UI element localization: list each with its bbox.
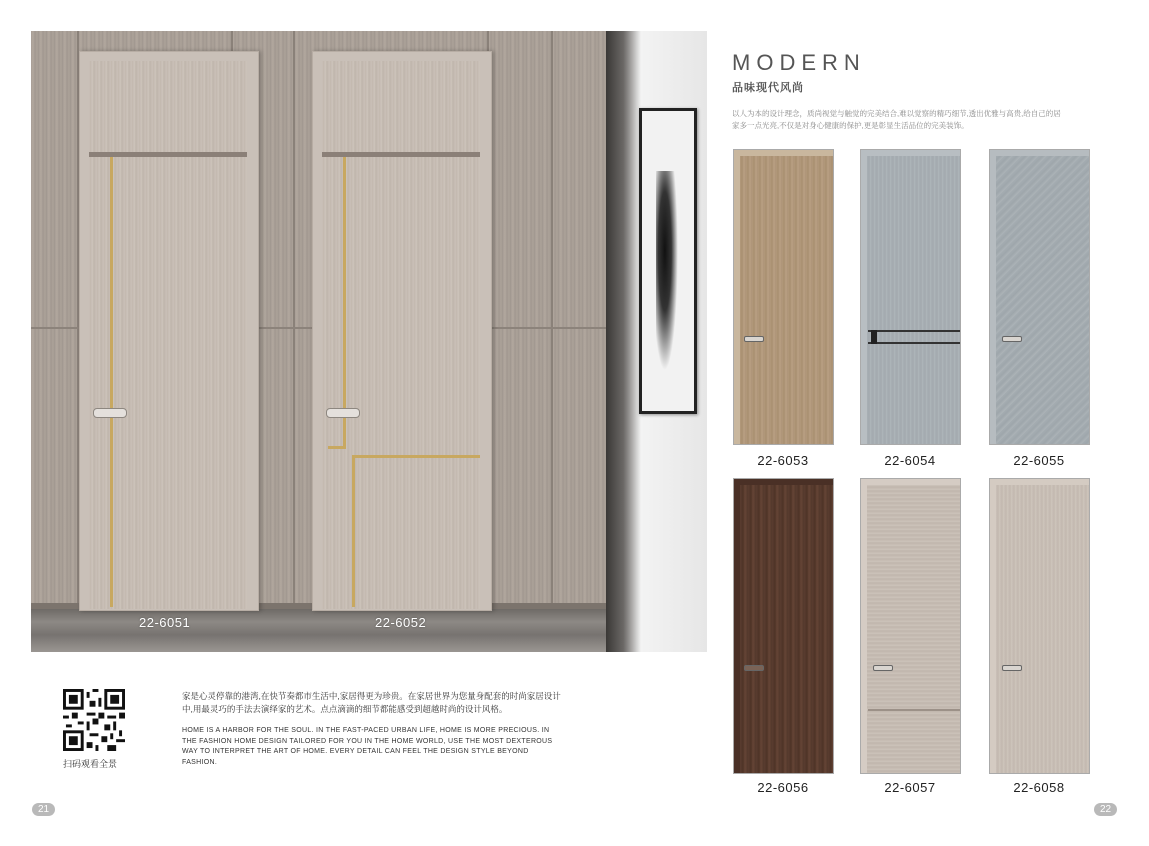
door-22-6058 [989,478,1090,774]
page-number-right: 22 [1094,803,1117,816]
door-code-label: 22-6054 [884,453,936,468]
door-22-6055 [989,149,1090,445]
page-number-left: 21 [32,803,55,816]
door-code-label: 22-6052 [375,615,427,630]
door-code-label: 22-6056 [757,780,809,795]
hero-interior-photo [31,31,707,652]
door-22-6056 [733,478,834,774]
intro-paragraph: 以人为本的设计理念，质尚视觉与触觉的完美结合,难以觉察的精巧细节,透出优雅与高贵,给自己的居家多一点光亮,不仅是对身心健康的保护,更是彰显生活品位的完美装饰。 [732,109,1061,130]
page-subtitle: 品味现代风尚 [732,82,804,94]
door-code-label: 22-6058 [1013,780,1065,795]
qr-caption: 扫码观看全景 [63,759,118,769]
door-22-6054 [860,149,961,445]
english-description: HOME IS A HARBOR FOR THE SOUL. IN THE FAST-PACED URBAN LIFE, HOME IS MORE PRECIOUS. IN THE FASHION HOME DESIGN TAILORED FOR YOU IN THE HOME WORLD, USE THE MOST DEXTEROUS WAY TO INTERPRET THE ART OF HOME. EVERY DETAIL CAN FEEL THE DESIGN STYLE BEYOND FASHION. [182,727,553,766]
wall-artwork [639,108,697,414]
door-handle [326,408,360,418]
page-title: MODERN [732,50,866,75]
door-code-label: 22-6051 [139,615,191,630]
door-22-6057 [860,478,961,774]
door-handle [93,408,127,418]
door-22-6053 [733,149,834,445]
qr-code-icon[interactable] [63,689,125,751]
door-code-label: 22-6057 [884,780,936,795]
door-code-label: 22-6053 [757,453,809,468]
chinese-description: 家是心灵停靠的港湾,在快节奏都市生活中,家居得更为珍贵。在家居世界为您量身配套的时尚家居设计中,用最灵巧的手法去演绎家的艺术。点点滴滴的细节都能感受到超越时尚的设计风格。 [182,691,561,714]
door-code-label: 22-6055 [1013,453,1065,468]
